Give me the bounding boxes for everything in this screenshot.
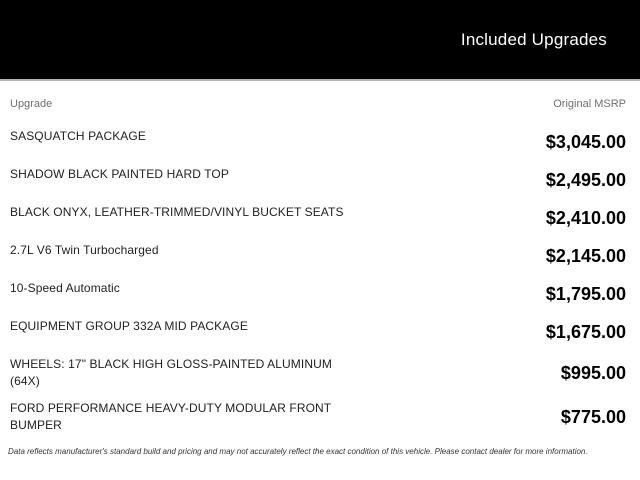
upgrade-price: $3,045.00 bbox=[545, 131, 626, 152]
upgrade-price: $775.00 bbox=[560, 406, 626, 427]
table-row bbox=[0, 123, 640, 161]
upgrades-table-body bbox=[0, 111, 640, 439]
header-bar bbox=[0, 0, 640, 81]
upgrade-name: BLACK ONYX, LEATHER-TRIMMED/VINYL BUCKET SEATS bbox=[10, 205, 344, 219]
table-row bbox=[0, 237, 640, 275]
upgrade-name: SHADOW BLACK PAINTED HARD TOP bbox=[10, 167, 229, 181]
upgrade-price: $1,795.00 bbox=[545, 283, 626, 304]
upgrade-price: $1,675.00 bbox=[545, 321, 626, 342]
column-header-upgrade: Upgrade bbox=[10, 98, 53, 110]
table-row bbox=[0, 395, 640, 439]
upgrade-price: $2,410.00 bbox=[545, 207, 626, 228]
table-row bbox=[0, 351, 640, 395]
upgrade-name: 2.7L V6 Twin Turbocharged bbox=[10, 243, 159, 257]
disclaimer-text: Data reflects manufacturer's standard build and pricing and may not accurately reflect the exact condition of this vehicle. Please contact dealer for more information. bbox=[8, 447, 588, 456]
upgrade-name: 10-Speed Automatic bbox=[10, 281, 120, 295]
table-row bbox=[0, 275, 640, 313]
upgrade-name: WHEELS: 17" BLACK HIGH GLOSS-PAINTED ALUMINUM (64X) bbox=[10, 357, 332, 388]
upgrade-name: SASQUATCH PACKAGE bbox=[10, 129, 146, 143]
upgrade-price: $2,145.00 bbox=[545, 245, 626, 266]
table-row bbox=[0, 199, 640, 237]
table-row bbox=[0, 161, 640, 199]
upgrade-price: $2,495.00 bbox=[545, 169, 626, 190]
table-column-headers bbox=[0, 81, 640, 111]
page-title: Included Upgrades bbox=[460, 29, 607, 49]
upgrade-name: EQUIPMENT GROUP 332A MID PACKAGE bbox=[10, 319, 248, 333]
column-header-msrp: Original MSRP bbox=[553, 98, 626, 110]
table-row bbox=[0, 313, 640, 351]
upgrade-price: $995.00 bbox=[560, 362, 626, 383]
upgrade-name: FORD PERFORMANCE HEAVY-DUTY MODULAR FRONT BUMPER bbox=[10, 401, 332, 432]
